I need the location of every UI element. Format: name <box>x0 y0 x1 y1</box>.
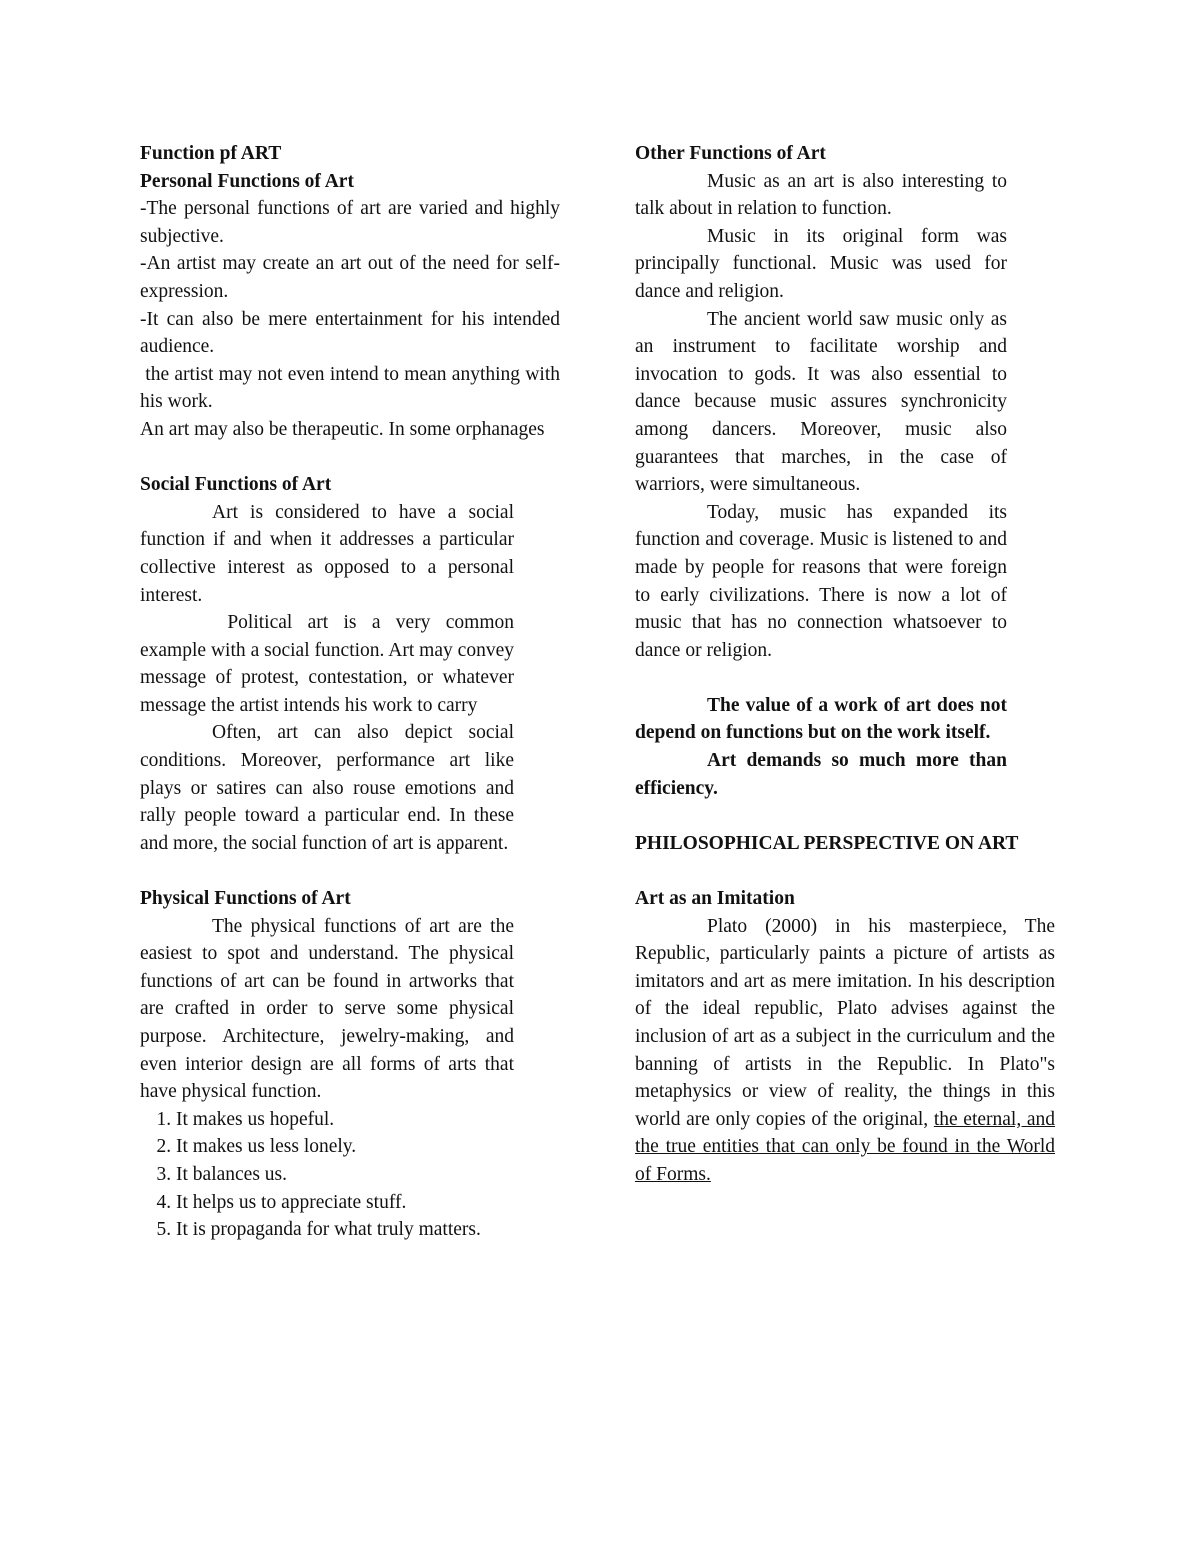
social-paragraph-2: Political art is a very common example with a social function. Art may convey message of protest, contestation, or whatever message the artist intends his work to carry <box>140 612 519 716</box>
personal-line-5: An art may also be therapeutic. In some orphanages <box>140 418 545 440</box>
personal-line-1: -The personal functions of art are varied and highly subjective. <box>140 198 560 247</box>
other-functions-section <box>635 140 1007 830</box>
spacer <box>635 857 1055 885</box>
spacer <box>635 802 1007 830</box>
social-section <box>140 471 519 1106</box>
spacer <box>635 664 1007 692</box>
imitation-underlined-text: the eternal, and the true entities that can only be found in the World of Forms. <box>635 1108 1055 1185</box>
document-title: Function pf ART <box>140 143 282 164</box>
list-item: 3. It balances us. <box>176 1161 560 1189</box>
imitation-text: Plato (2000) in his masterpiece, The Republic, particularly paints a picture of artists as imitators and art as mere imitation. In his description of the ideal republic, Plato advises against the inclusion of art as a subject in the curriculum and the banning of artists in the Republic. In Plato"s metaphysics or view of reality, the things in this world are only copies of the original, <box>635 915 1055 1130</box>
imitation-paragraph <box>635 913 1055 1189</box>
physical-benefits-list <box>140 1106 560 1244</box>
spacer <box>140 444 560 472</box>
list-item: 2. It makes us less lonely. <box>176 1133 560 1161</box>
social-paragraph-1: Art is considered to have a social function if and when it addresses a particular collective interest as opposed to a personal interest. <box>140 501 514 606</box>
right-column <box>635 140 1055 1189</box>
art-as-imitation-heading: Art as an Imitation <box>635 888 795 910</box>
other-paragraph-4: Today, music has expanded its function and coverage. Music is listened to and made by people for reasons that were foreign to early civilizations. There is now a lot of music that has no connection whatsoever to dance or religion. <box>635 501 1007 661</box>
philosophical-perspective-heading: PHILOSOPHICAL PERSPECTIVE ON ART <box>635 832 1019 854</box>
other-paragraph-2: Music in its original form was principally functional. Music was used for dance and religion. <box>635 225 1007 302</box>
other-paragraph-3: The ancient world saw music only as an instrument to facilitate worship and invocation to gods. It was also essential to dance because music assures synchronicity among dancers. Moreover, music also guarantees that marches, in the case of warriors, were simultaneous. <box>635 308 1007 496</box>
physical-paragraph-1: The physical functions of art are the easiest to spot and understand. The physical functions of art can be found in artworks that are crafted in order to serve some physical purpose. Architecture, jewelry-making, and even interior design are all forms of arts that have physical function. <box>140 915 514 1103</box>
personal-line-3: -It can also be mere entertainment for his intended audience. <box>140 308 560 358</box>
personal-line-2: -An artist may create an art out of the need for self-expression. <box>140 253 560 302</box>
social-paragraph-3: Often, art can also depict social conditions. Moreover, performance art like plays or satires can also rouse emotions and rally people toward a particular end. In these and more, the social function of art is apparent. <box>140 722 514 854</box>
physical-functions-heading: Physical Functions of Art <box>140 888 351 910</box>
other-paragraph-1: Music as an art is also interesting to talk about in relation to function. <box>635 170 1007 220</box>
personal-line-4: the artist may not even intend to mean anything with his work. <box>140 363 565 413</box>
list-item: 1. It makes us hopeful. <box>176 1106 560 1134</box>
left-column <box>140 140 565 1244</box>
social-functions-heading: Social Functions of Art <box>140 474 332 496</box>
other-functions-heading: Other Functions of Art <box>635 143 826 164</box>
value-statement-1: The value of a work of art does not depend on functions but on the work itself. <box>635 694 1007 744</box>
personal-functions-heading: Personal Functions of Art <box>140 170 354 192</box>
list-item: 5. It is propaganda for what truly matters. <box>176 1216 560 1244</box>
value-statement-2: Art demands so much more than efficiency. <box>635 750 1007 799</box>
spacer <box>140 857 514 885</box>
list-item: 4. It helps us to appreciate stuff. <box>176 1189 560 1217</box>
